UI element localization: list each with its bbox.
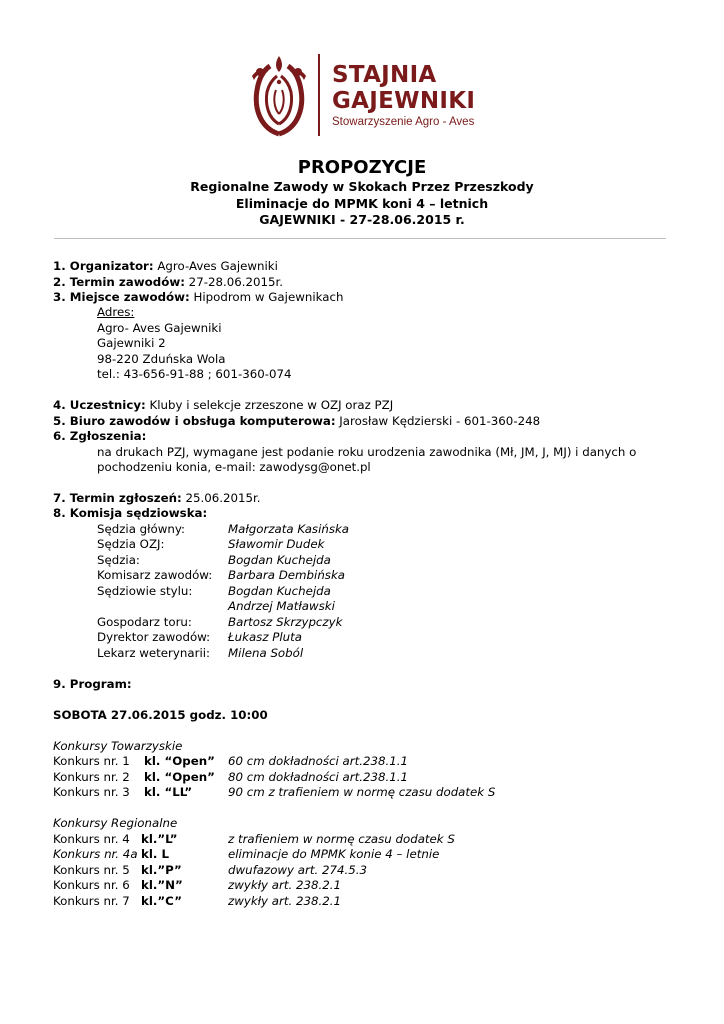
committee-name: Barbara Dembińska (228, 568, 346, 582)
committee-role: Komisarz zawodów: (97, 568, 213, 582)
section-venue: 3. Miejsce zawodów: Hipodrom w Gajewnikach (53, 290, 344, 304)
logo-divider (318, 54, 320, 136)
committee-role: Sędziowie stylu: (97, 584, 193, 598)
competition-class: kl. “Open” (144, 770, 215, 784)
competition-description: z trafieniem w normę czasu dodatek S (228, 832, 455, 846)
competition-number: Konkurs nr. 3 (53, 785, 130, 799)
subtitle-line-2: Eliminacje do MPMK koni 4 – letnich (235, 196, 489, 211)
competition-class: kl. L (141, 847, 169, 861)
logo-brand-subtitle: Stowarzyszenie Agro - Aves (332, 116, 475, 128)
committee-role: Sędzia: (97, 553, 140, 567)
section-organizer: 1. Organizator: Agro-Aves Gajewniki (53, 259, 278, 273)
header-divider (54, 238, 666, 239)
address-label: Adres: (97, 305, 135, 319)
address-phone: tel.: 43-656-91-88 ; 601-360-074 (97, 367, 292, 381)
program-group-title: Konkursy Towarzyskie (53, 739, 183, 753)
competition-description: zwykły art. 238.2.1 (228, 878, 342, 892)
committee-role: Dyrektor zawodów: (97, 630, 211, 644)
section-entries-label: 6. Zgłoszenia: (53, 429, 147, 443)
competition-class: kl.”P” (141, 863, 182, 877)
competition-description: 80 cm dokładności art.238.1.1 (228, 770, 408, 784)
section-participants: 4. Uczestnicy: Kluby i selekcje zrzeszone w OZJ oraz PZJ (53, 398, 394, 412)
competition-description: zwykły art. 238.2.1 (228, 894, 342, 908)
section-committee-label: 8. Komisja sędziowska: (53, 506, 208, 520)
logo (248, 50, 488, 140)
competition-class: kl.”C” (141, 894, 182, 908)
competition-description: dwufazowy art. 274.5.3 (228, 863, 368, 877)
committee-name: Bartosz Skrzypczyk (228, 615, 343, 629)
horseshoe-tulip-emblem-icon (248, 52, 310, 138)
logo-brand-line2: GAJEWNIKI (332, 88, 476, 114)
competition-number: Konkurs nr. 5 (53, 863, 130, 877)
section-entry-deadline: 7. Termin zgłoszeń: 25.06.2015r. (53, 491, 261, 505)
section-program-label: 9. Program: (53, 677, 132, 691)
program-group-title: Konkursy Regionalne (53, 816, 178, 830)
competition-class: kl.”N” (141, 878, 183, 892)
committee-role: Lekarz weterynarii: (97, 646, 210, 660)
competition-description: 60 cm dokładności art.238.1.1 (228, 754, 408, 768)
committee-name: Małgorzata Kasińska (228, 522, 350, 536)
entries-text-line: pochodzeniu konia, e-mail: zawodysg@onet.pl (97, 460, 371, 474)
competition-class: kl.”L” (141, 832, 178, 846)
committee-name: Andrzej Matławski (228, 599, 335, 613)
competition-number: Konkurs nr. 4a (53, 847, 138, 861)
section-date: 2. Termin zawodów: 27-28.06.2015r. (53, 275, 284, 289)
entries-text-line: na drukach PZJ, wymagane jest podanie roku urodzenia zawodnika (Mł, JM, J, MJ) i danych o (97, 445, 637, 459)
competition-class: kl. “LL” (144, 785, 193, 799)
section-office: 5. Biuro zawodów i obsługa komputerowa: Jarosław Kędzierski - 601-360-248 (53, 414, 541, 428)
program-day-heading: SOBOTA 27.06.2015 godz. 10:00 (53, 708, 268, 722)
committee-role: Gospodarz toru: (97, 615, 192, 629)
committee-name: Sławomir Dudek (228, 537, 325, 551)
committee-role: Sędzia OZJ: (97, 537, 165, 551)
competition-number: Konkurs nr. 2 (53, 770, 130, 784)
competition-number: Konkurs nr. 7 (53, 894, 130, 908)
competition-number: Konkurs nr. 1 (53, 754, 130, 768)
competition-description: 90 cm z trafieniem w normę czasu dodatek S (228, 785, 496, 799)
competition-class: kl. “Open” (144, 754, 215, 768)
document-title: PROPOZYCJE (297, 157, 427, 178)
committee-role: Sędzia główny: (97, 522, 185, 536)
competition-number: Konkurs nr. 4 (53, 832, 130, 846)
address-line: 98-220 Zduńska Wola (97, 352, 226, 366)
logo-brand-line1: STAJNIA (332, 62, 437, 88)
address-line: Agro- Aves Gajewniki (97, 321, 222, 335)
committee-name: Milena Soból (228, 646, 304, 660)
subtitle-line-1: Regionalne Zawody w Skokach Przez Przeszkody (190, 179, 534, 194)
competition-number: Konkurs nr. 6 (53, 878, 130, 892)
committee-name: Łukasz Pluta (228, 630, 302, 644)
address-line: Gajewniki 2 (97, 336, 166, 350)
subtitle-line-3: GAJEWNIKI - 27-28.06.2015 r. (259, 212, 465, 227)
committee-name: Bogdan Kuchejda (228, 584, 331, 598)
competition-description: eliminacje do MPMK konie 4 – letnie (228, 847, 440, 861)
committee-name: Bogdan Kuchejda (228, 553, 331, 567)
